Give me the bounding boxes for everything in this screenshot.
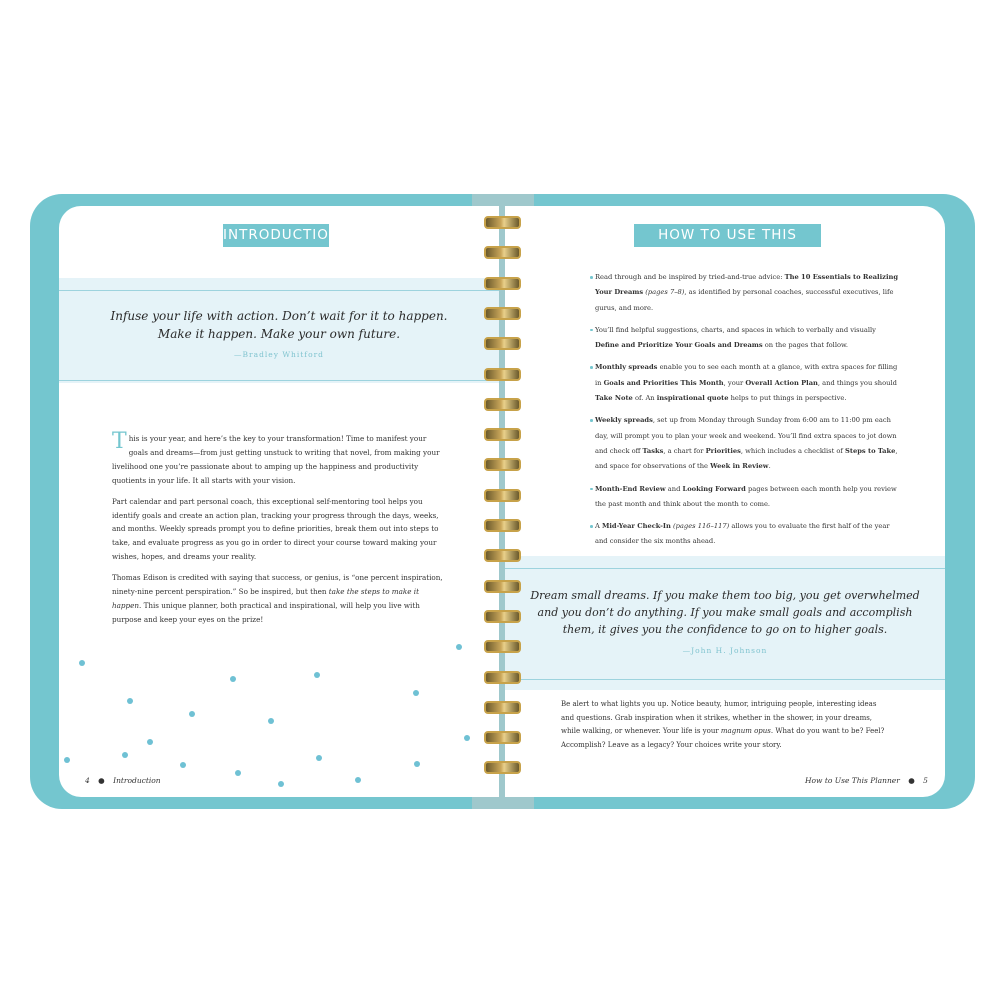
intro-quote xyxy=(59,307,499,343)
confetti-dot xyxy=(314,672,320,678)
confetti-dot xyxy=(464,735,470,741)
item-text: , and space for observations of the xyxy=(595,446,898,471)
confetti-dot xyxy=(414,761,420,767)
item-text: pages between each month help you review the past month and think about the month to come. xyxy=(595,484,897,508)
intro-paragraph-2: Part calendar and part personal coach, this exceptional self-mentoring tool helps you identify goals and create an action plan, tracking your progress through the days, weeks, and months. Weekly spreads prompt you to define priorities, break them out into steps to take, and evaluate progress as you go in order to direct your course toward making your wishes, hopes, and dreams your reality. xyxy=(112,496,439,562)
spiral-coil xyxy=(484,216,521,229)
how-to-quote-attribution: —John H. Johnson xyxy=(682,646,768,655)
right-footer-title: How to Use This Planner xyxy=(805,776,900,785)
item-bold: Monthly spreads xyxy=(595,363,658,372)
spiral-coil xyxy=(484,701,521,714)
spiral-coil xyxy=(484,246,521,259)
intro-paragraph-1 xyxy=(112,429,447,488)
list-item xyxy=(591,323,901,354)
closing-paragraph xyxy=(561,698,891,752)
item-text: of. An xyxy=(632,394,657,403)
band-top-line xyxy=(505,568,945,569)
item-bold: Overall Action Plan xyxy=(745,378,818,387)
para3-a: Thomas Edison is credited with saying that success, or genius, is “one percent inspiration, ninety-nine percent perspiration.” So be inspired, but then xyxy=(112,573,443,597)
spiral-coil xyxy=(484,640,521,653)
how-to-quote xyxy=(505,587,945,638)
item-text: You’ll find helpful suggestions, charts, and spaces in which to verbally and visually xyxy=(595,325,876,334)
item-text: helps to put things in perspective. xyxy=(728,394,847,403)
spiral-coil xyxy=(484,671,521,684)
intro-quote-line2: Make it happen. Make your own future. xyxy=(157,327,401,341)
intro-quote-line1: Infuse your life with action. Don’t wait for it to happen. xyxy=(110,309,448,323)
item-text: A xyxy=(595,522,602,531)
item-bold: Weekly spreads xyxy=(595,416,653,425)
item-text: Read through and be inspired by tried-and-true advice: xyxy=(595,273,785,281)
item-bold: Define and Prioritize Your Goals and Dreams xyxy=(595,341,763,350)
confetti-dot xyxy=(235,770,241,776)
item-text: enable you to see each month at a glance, with extra spaces for filling in xyxy=(595,363,898,387)
how-to-list xyxy=(591,270,901,594)
spiral-coil xyxy=(484,398,521,411)
spiral-coil xyxy=(484,428,521,441)
how-to-quote-line3: them, it gives you the confidence to go on to higher goals. xyxy=(562,623,888,636)
left-footer xyxy=(85,776,161,785)
footer-bullet: ● xyxy=(98,776,105,785)
confetti-dot xyxy=(180,762,186,768)
item-bold: Tasks xyxy=(642,446,664,455)
item-bold: Week in Review xyxy=(710,462,769,471)
closing-em: magnum opus xyxy=(720,727,771,736)
item-bold: Mid-Year Check-In xyxy=(601,522,671,531)
spiral-coil xyxy=(484,307,521,320)
item-bold: Month-End Review xyxy=(595,484,666,493)
spine-top xyxy=(472,194,534,206)
spiral-coil xyxy=(484,580,521,593)
spiral-coil xyxy=(484,489,521,502)
closing-a: Be alert to what lights you up. Notice beauty, humor, intriguing people, interesting ideas and questions. Grab inspiration when it strikes, whether in the shower, in your dreams, while walking, or whenever. Your life is your xyxy=(561,700,877,736)
confetti-dot xyxy=(268,718,274,724)
list-item xyxy=(591,360,901,406)
para3-b: This unique planner, both practical and inspirational, will help you live with purpose and keep your eyes on the prize! xyxy=(112,600,420,624)
band-top-line xyxy=(59,290,499,291)
confetti-dot xyxy=(64,757,70,763)
right-page xyxy=(505,206,945,797)
spiral-coil xyxy=(484,610,521,623)
spiral-coil xyxy=(484,519,521,532)
spiral-coil xyxy=(484,277,521,290)
intro-paragraph-1-text: his is your year, and here’s the key to your transformation! Time to manifest your goals and dreams—from just getting unstuck to writing that novel, from making your livelihood one you’re passionate about to amping up the happiness and productivity quotients in your life. It all starts with your vision. xyxy=(112,434,440,485)
spiral-coil xyxy=(484,731,521,744)
right-page-number: 5 xyxy=(923,776,928,785)
item-bold: Priorities xyxy=(705,446,741,455)
spiral-coil xyxy=(484,368,521,381)
intro-paragraph-3 xyxy=(112,571,447,627)
confetti-dot xyxy=(456,644,462,650)
band-bottom-line xyxy=(59,380,499,381)
item-text: , and things you should xyxy=(817,378,897,387)
item-bold: Take Note xyxy=(595,394,633,403)
confetti-dot xyxy=(316,755,322,761)
item-bold: inspirational quote xyxy=(656,394,729,403)
confetti-dot xyxy=(230,676,236,682)
how-to-quote-line1: Dream small dreams. If you make them too big, you get overwhelmed xyxy=(530,589,920,602)
item-bold: Steps to Take xyxy=(845,446,896,455)
list-item xyxy=(591,270,901,316)
item-italic: (pages 116–117) xyxy=(673,522,730,531)
intro-quote-attribution: —Bradley Whitford xyxy=(234,350,324,359)
confetti-dot xyxy=(147,739,153,745)
closing-b: . What do you want to be? Feel? Accomplish? Leave as a legacy? Your choices write your story. xyxy=(561,727,885,749)
item-text: , which includes a checklist of xyxy=(740,446,846,455)
list-item xyxy=(591,413,901,474)
spiral-coil xyxy=(484,458,521,471)
confetti-dot xyxy=(79,660,85,666)
band-bottom-line xyxy=(505,679,945,680)
item-text: , your xyxy=(723,378,746,387)
item-text: on the pages that follow. xyxy=(762,341,849,350)
item-text: . xyxy=(768,462,771,471)
confetti-dot xyxy=(413,690,419,696)
footer-bullet: ● xyxy=(908,776,915,785)
left-page-number: 4 xyxy=(85,776,90,785)
item-bold: Looking Forward xyxy=(682,484,746,493)
right-footer xyxy=(805,776,928,785)
confetti-dot xyxy=(122,752,128,758)
confetti-dot xyxy=(127,698,133,704)
item-bold: The 10 Essentials to Realizing Your Dreams xyxy=(595,273,899,297)
list-item xyxy=(591,519,901,550)
item-text: , as identified by personal coaches, successful executives, life gurus, and more. xyxy=(595,288,894,312)
para3-em: take the steps to make it happen. xyxy=(112,587,419,610)
left-footer-title: Introduction xyxy=(113,776,161,785)
intro-body xyxy=(112,429,447,634)
item-text: , a chart for xyxy=(663,446,706,455)
item-text: allows you to evaluate the first half of the year and consider the six months ahead. xyxy=(595,522,890,546)
drop-cap: T xyxy=(112,429,127,454)
how-to-title: HOW TO USE THIS PLANNER xyxy=(634,224,821,247)
left-page xyxy=(59,206,499,797)
list-item xyxy=(591,482,901,513)
item-text: , set up from Monday through Sunday from 6:00 am to 11:00 pm each day, will prompt you to plan your week and weekend. You’ll find extra spaces to jot down and check off xyxy=(595,416,897,455)
item-text: and xyxy=(665,484,683,493)
spiral-coil xyxy=(484,761,521,774)
how-to-quote-line2: and you don’t do anything. If you make small goals and accomplish xyxy=(537,606,913,619)
confetti-dot xyxy=(189,711,195,717)
spine-bottom xyxy=(472,797,534,809)
item-italic: (pages 7–8) xyxy=(645,288,685,297)
item-bold: Goals and Priorities This Month xyxy=(603,378,724,387)
spiral-coil xyxy=(484,549,521,562)
confetti-dot xyxy=(355,777,361,783)
intro-title: INTRODUCTION xyxy=(223,224,329,247)
spiral-coil xyxy=(484,337,521,350)
confetti-dot xyxy=(278,781,284,787)
